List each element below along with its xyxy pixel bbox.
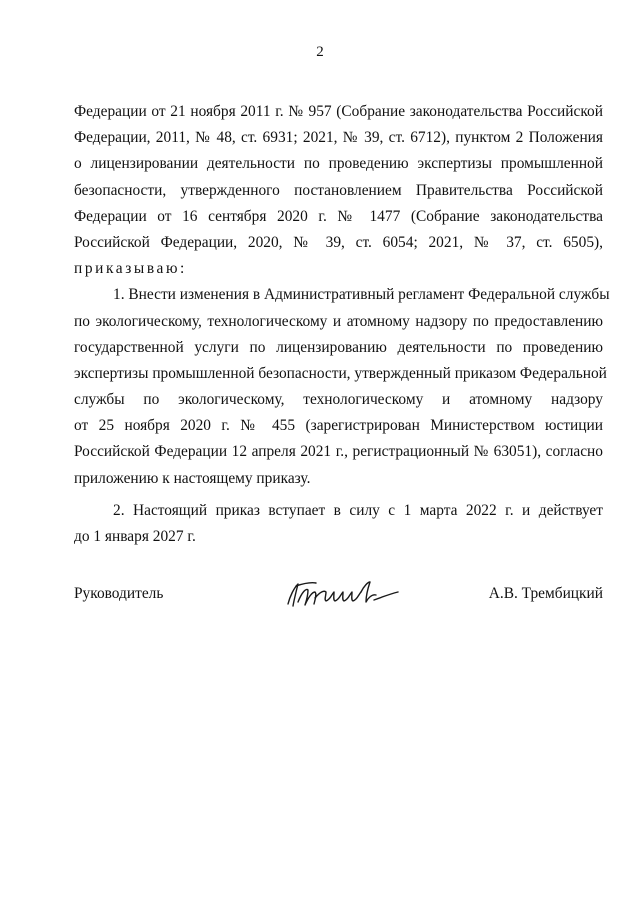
- text-line: по экологическому, технологическому и атомному надзору по предоставлению: [74, 312, 603, 330]
- text-line: до 1 января 2027 г.: [74, 528, 196, 545]
- text-line: 1. Внести изменения в Административный регламент Федеральной службы: [113, 286, 610, 304]
- text-line: от 25 ноября 2020 г. № 455 (зарегистрирован Министерством юстиции: [74, 417, 603, 435]
- text-line: Федерации от 16 сентября 2020 г. № 1477 (Собрание законодательства: [74, 207, 603, 225]
- text-line: о лицензировании деятельности по проведению экспертизы промышленной: [74, 155, 603, 173]
- order-word: приказываю:: [74, 260, 187, 278]
- signature-block: [74, 578, 603, 618]
- page-number: 2: [316, 44, 324, 60]
- document-body: [74, 99, 610, 550]
- text-line: 2. Настоящий приказ вступает в силу с 1 марта 2022 г. и действует: [113, 501, 603, 519]
- text-line: Федерации от 21 ноября 2011 г. № 957 (Собрание законодательства Российской: [74, 103, 603, 120]
- paragraph-item-1: [74, 282, 610, 492]
- text-line: Федерации, 2011, № 48, ст. 6931; 2021, № 39, ст. 6712), пунктом 2 Положения: [74, 129, 603, 147]
- paragraph-item-2: [74, 498, 603, 550]
- text-line: экспертизы промышленной безопасности, утвержденный приказом Федеральной: [74, 364, 607, 382]
- text-line: безопасности, утвержденного постановлением Правительства Российской: [74, 181, 603, 199]
- signatory-name: А.В. Трембицкий: [488, 585, 603, 602]
- signatory-position: Руководитель: [74, 585, 164, 602]
- text-line: государственной услуги по лицензированию деятельности по проведению: [74, 338, 603, 356]
- text-line: службы по экологическому, технологическому и атомному надзору: [74, 391, 603, 409]
- text-line: приложению к настоящему приказу.: [74, 469, 311, 487]
- text-line: Российской Федерации 12 апреля 2021 г., регистрационный № 63051), согласно: [74, 443, 603, 461]
- text-line: Российской Федерации, 2020, № 39, ст. 6054; 2021, № 37, ст. 6505),: [74, 233, 603, 251]
- handwritten-signature: [284, 578, 402, 612]
- paragraph-order-word: [74, 256, 603, 282]
- paragraph-continuation: [74, 99, 603, 256]
